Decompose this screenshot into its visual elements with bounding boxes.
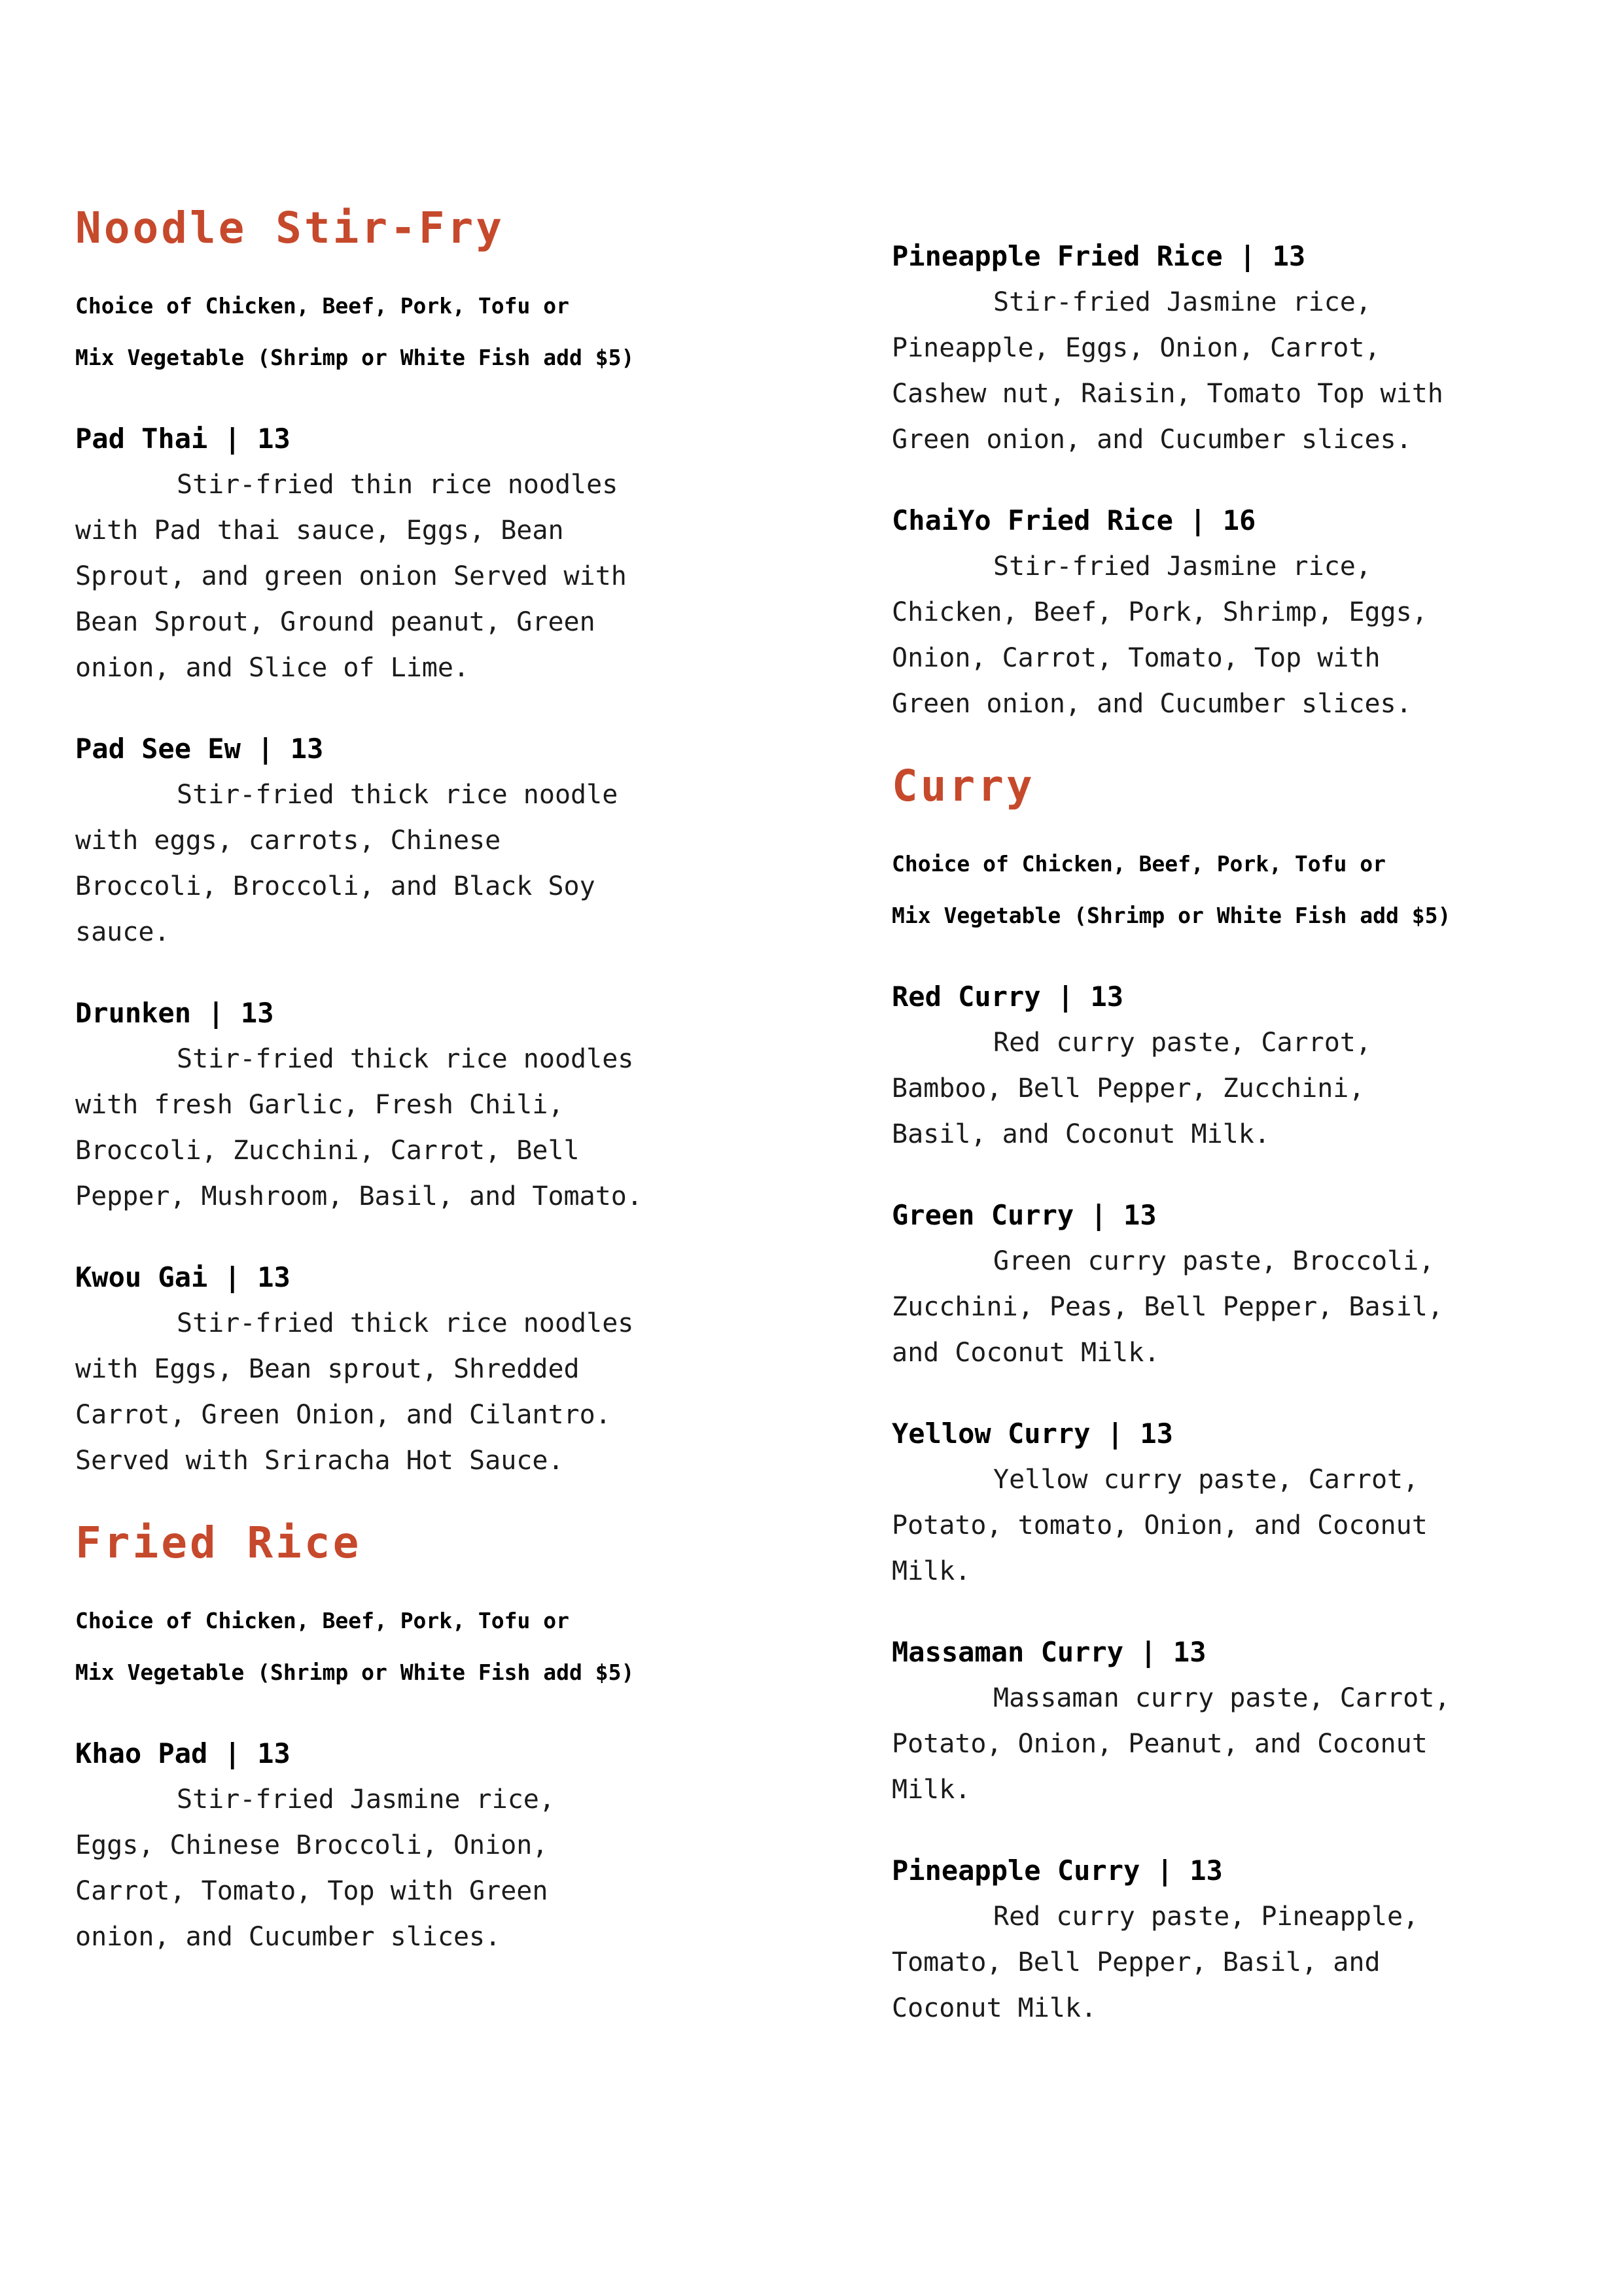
- menu-item-green-curry: [892, 1192, 1462, 1376]
- section-note-line: Mix Vegetable (Shrimp or White Fish add $5): [75, 1660, 635, 1685]
- item-title-line: [892, 1629, 1462, 1675]
- item-description: Red curry paste, Pineapple, Tomato, Bell Pepper, Basil, and Coconut Milk.: [892, 1902, 1419, 2023]
- section-note-line: Choice of Chicken, Beef, Pork, Tofu or: [75, 1608, 569, 1633]
- price-separator: |: [224, 423, 241, 455]
- price-separator: |: [1190, 504, 1207, 536]
- item-price: 13: [1172, 1636, 1207, 1668]
- item-price: 13: [1090, 981, 1124, 1013]
- price-separator: |: [224, 1737, 241, 1769]
- item-description: Yellow curry paste, Carrot, Potato, tomato, Onion, and Coconut Milk.: [892, 1465, 1428, 1586]
- menu-columns: [75, 204, 1462, 2066]
- menu-item-pineapple-fried-rice: [892, 234, 1462, 462]
- section-notes-curry: [892, 838, 1462, 941]
- section-note-line: Choice of Chicken, Beef, Pork, Tofu or: [892, 851, 1386, 877]
- menu-item-pad-thai: [75, 416, 646, 691]
- item-name: Pad Thai: [75, 423, 208, 455]
- item-name: Khao Pad: [75, 1737, 208, 1769]
- left-column: [75, 204, 646, 1995]
- item-description: Stir-fried Jasmine rice, Pineapple, Eggs, Onion, Carrot, Cashew nut, Raisin, Tomato Top with Green onion, and Cucumber slices.: [892, 287, 1443, 455]
- item-description: Red curry paste, Carrot, Bamboo, Bell Pepper, Zucchini, Basil, and Coconut Milk.: [892, 1028, 1371, 1149]
- item-title-line: [892, 234, 1462, 279]
- item-price: 13: [257, 423, 291, 455]
- item-description: Stir-fried Jasmine rice, Chicken, Beef, Pork, Shrimp, Eggs, Onion, Carrot, Tomato, Top with Green onion, and Cucumber slices.: [892, 551, 1428, 719]
- price-separator: |: [1106, 1418, 1124, 1450]
- item-price: 13: [1140, 1418, 1173, 1450]
- section-notes-noodle: [75, 280, 646, 383]
- menu-item-red-curry: [892, 974, 1462, 1157]
- item-title-line: [75, 1731, 646, 1777]
- section-note-line: Mix Vegetable (Shrimp or White Fish add $5): [892, 903, 1451, 928]
- item-title-line: [75, 416, 646, 462]
- item-description: Stir-fried thick rice noodle with eggs, carrots, Chinese Broccoli, Broccoli, and Black Soy sauce.: [75, 780, 618, 947]
- price-separator: |: [1156, 1854, 1173, 1887]
- item-description: Massaman curry paste, Carrot, Potato, Onion, Peanut, and Coconut Milk.: [892, 1683, 1451, 1805]
- item-description: Stir-fried Jasmine rice, Eggs, Chinese Broccoli, Onion, Carrot, Tomato, Top with Green onion, and Cucumber slices.: [75, 1784, 555, 1952]
- section-title-curry: Curry: [892, 761, 1035, 811]
- price-separator: |: [257, 733, 274, 765]
- item-price: 13: [257, 1261, 291, 1293]
- item-price: 13: [240, 997, 274, 1029]
- price-separator: |: [207, 997, 224, 1029]
- section-note-line: Mix Vegetable (Shrimp or White Fish add $5): [75, 345, 635, 370]
- price-separator: |: [1239, 240, 1256, 272]
- item-name: Yellow Curry: [892, 1418, 1091, 1450]
- item-title-line: [892, 1192, 1462, 1238]
- item-name: Kwou Gai: [75, 1261, 208, 1293]
- section-title-fried-rice: Fried Rice: [75, 1518, 362, 1568]
- item-title-line: [75, 1255, 646, 1300]
- item-title-line: [892, 498, 1462, 544]
- item-price: 13: [290, 733, 324, 765]
- item-name: Massaman Curry: [892, 1636, 1124, 1668]
- item-title-line: [75, 990, 646, 1036]
- item-price: 13: [1123, 1199, 1157, 1231]
- price-separator: |: [1090, 1199, 1107, 1231]
- item-description: Stir-fried thick rice noodles with Eggs, Bean sprout, Shredded Carrot, Green Onion, and Cilantro. Served with Sriracha Hot Sauce.: [75, 1308, 634, 1476]
- menu-item-massaman-curry: [892, 1629, 1462, 1813]
- item-price: 13: [1190, 1854, 1223, 1887]
- item-name: Pad See Ew: [75, 733, 241, 765]
- item-price: 13: [257, 1737, 291, 1769]
- item-price: 16: [1222, 504, 1256, 536]
- section-notes-fried-rice: [75, 1595, 646, 1698]
- menu-item-yellow-curry: [892, 1411, 1462, 1594]
- menu-item-drunken: [75, 990, 646, 1219]
- item-name: Green Curry: [892, 1199, 1074, 1231]
- menu-item-chaiyo-fried-rice: [892, 498, 1462, 727]
- price-separator: |: [1057, 981, 1074, 1013]
- price-separator: |: [224, 1261, 241, 1293]
- item-name: Red Curry: [892, 981, 1041, 1013]
- item-description: Stir-fried thin rice noodles with Pad thai sauce, Eggs, Bean Sprout, and green onion Served with Bean Sprout, Ground peanut, Green onion, and Slice of Lime.: [75, 470, 627, 683]
- menu-item-pad-see-ew: [75, 726, 646, 955]
- item-name: Pineapple Fried Rice: [892, 240, 1223, 272]
- item-title-line: [892, 1411, 1462, 1457]
- menu-item-kwou-gai: [75, 1255, 646, 1484]
- item-title-line: [75, 726, 646, 772]
- menu-item-khao-pad: [75, 1731, 646, 1960]
- item-title-line: [892, 1848, 1462, 1894]
- section-note-line: Choice of Chicken, Beef, Pork, Tofu or: [75, 293, 569, 319]
- item-description: Stir-fried thick rice noodles with fresh Garlic, Fresh Chili, Broccoli, Zucchini, Carrot, Bell Pepper, Mushroom, Basil, and Tomato.: [75, 1044, 643, 1211]
- right-column: [892, 234, 1462, 2066]
- item-price: 13: [1272, 240, 1306, 272]
- menu-item-pineapple-curry: [892, 1848, 1462, 2031]
- item-description: Green curry paste, Broccoli, Zucchini, Peas, Bell Pepper, Basil, and Coconut Milk.: [892, 1246, 1443, 1368]
- item-name: Drunken: [75, 997, 192, 1029]
- item-name: ChaiYo Fried Rice: [892, 504, 1173, 536]
- item-title-line: [892, 974, 1462, 1020]
- item-name: Pineapple Curry: [892, 1854, 1140, 1887]
- price-separator: |: [1140, 1636, 1157, 1668]
- section-title-noodle-stir-fry: Noodle Stir-Fry: [75, 203, 505, 253]
